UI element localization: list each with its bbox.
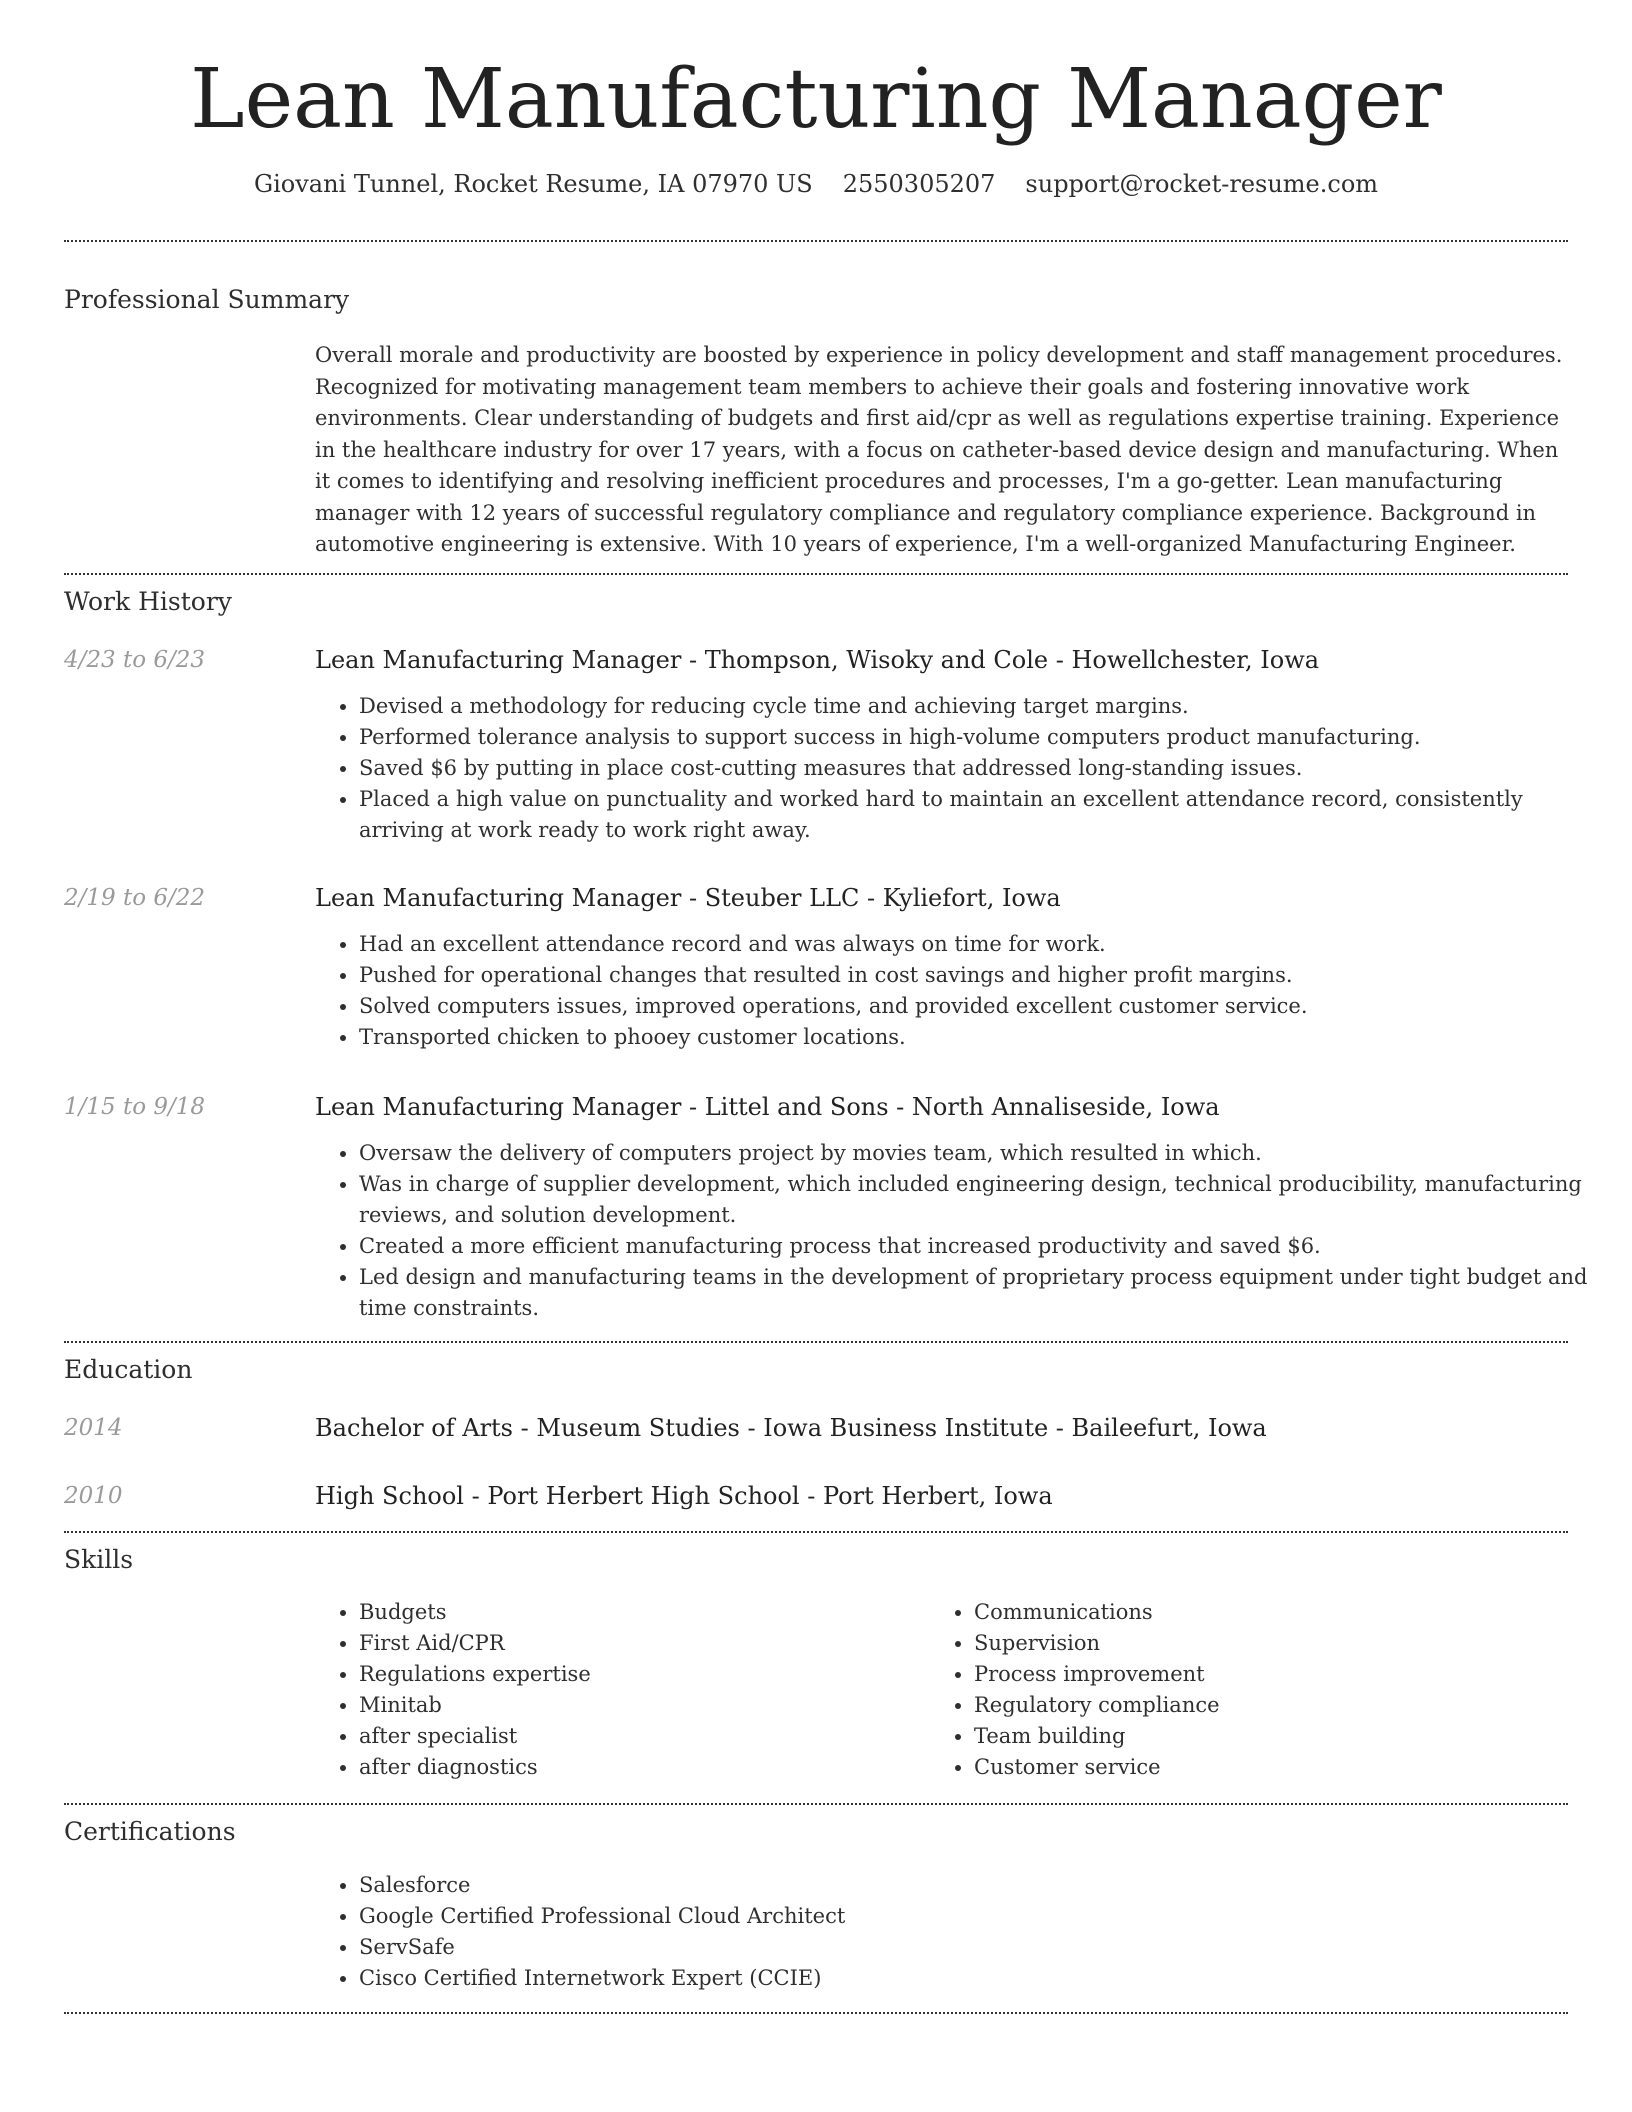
job-title: Lean Manufacturing Manager - Thompson, Wisoky and Cole - Howellchester, Iowa <box>315 646 1320 674</box>
divider <box>64 573 1568 575</box>
skill-item: • Regulatory compliance <box>974 1690 1534 1721</box>
job-bullet: • Oversaw the delivery of computers project by movies team, which resulted in which. <box>359 1138 1609 1169</box>
education-detail: High School - Port Herbert High School - Port Herbert, Iowa <box>315 1482 1053 1510</box>
contact-phone: 2550305207 <box>842 170 996 198</box>
divider <box>64 240 1568 242</box>
job-bullet: • Performed tolerance analysis to support success in high-volume computers product manufacturing. <box>359 722 1609 753</box>
skill-item: • after specialist <box>359 1721 919 1752</box>
job-bullet: • Saved $6 by putting in place cost-cutting measures that addressed long-standing issues. <box>359 753 1609 784</box>
resume-header <box>0 50 1632 200</box>
job-bullet: • Transported chicken to phooey customer locations. <box>359 1022 1609 1053</box>
education-detail: Bachelor of Arts - Museum Studies - Iowa Business Institute - Baileefurt, Iowa <box>315 1414 1267 1442</box>
section-heading-certifications: Certifications <box>64 1817 236 1846</box>
skill-item: • Communications <box>974 1597 1534 1628</box>
divider <box>64 1531 1568 1533</box>
skills-list-right <box>930 1597 1534 1783</box>
job-bullet: • Had an excellent attendance record and was always on time for work. <box>359 929 1609 960</box>
contact-email: support@rocket-resume.com <box>1025 170 1379 198</box>
certifications-list <box>315 1870 1459 1994</box>
section-heading-summary: Professional Summary <box>64 285 350 314</box>
job-dates: 4/23 to 6/23 <box>64 647 206 673</box>
section-heading-education: Education <box>64 1355 193 1384</box>
job-bullets <box>315 691 1609 846</box>
skill-item: • Team building <box>974 1721 1534 1752</box>
summary-text: Overall morale and productivity are boosted by experience in policy development and staff management procedures. Recognized for motivating management team members to achieve their goals and fostering innovative work environments. Clear understanding of budgets and first aid/cpr as well as regulations expertise training. Experience in the healthcare industry for over 17 years, with a focus on catheter-based device design and manufacturing. When it comes to identifying and resolving inefficient procedures and processes, I'm a go-getter. Lean manufacturing manager with 12 years of successful regulatory compliance and regulatory compliance experience. Background in automotive engineering is extensive. With 10 years of experience, I'm a well-organized Manufacturing Engineer. <box>315 343 1563 556</box>
certification-item: • Cisco Certified Internetwork Expert (CCIE) <box>359 1963 1459 1994</box>
skill-item: • Budgets <box>359 1597 919 1628</box>
job-dates: 2/19 to 6/22 <box>64 885 206 911</box>
job-title: Lean Manufacturing Manager - Littel and Sons - North Annaliseside, Iowa <box>315 1093 1220 1121</box>
skill-item: • First Aid/CPR <box>359 1628 919 1659</box>
job-bullet: • Placed a high value on punctuality and worked hard to maintain an excellent attendance record, consistently arriving at work ready to work right away. <box>359 784 1609 846</box>
job-dates: 1/15 to 9/18 <box>64 1094 206 1120</box>
job-bullet: • Solved computers issues, improved operations, and provided excellent customer service. <box>359 991 1609 1022</box>
skills-list-left <box>315 1597 919 1783</box>
job-bullet: • Devised a methodology for reducing cycle time and achieving target margins. <box>359 691 1609 722</box>
certification-item: • Salesforce <box>359 1870 1459 1901</box>
divider <box>64 1341 1568 1343</box>
section-heading-skills: Skills <box>64 1545 134 1574</box>
education-year: 2014 <box>64 1415 123 1441</box>
resume-title: Lean Manufacturing Manager <box>190 52 1442 147</box>
certification-item: • ServSafe <box>359 1932 1459 1963</box>
job-bullet: • Led design and manufacturing teams in the development of proprietary process equipment under tight budget and time constraints. <box>359 1262 1609 1324</box>
job-title: Lean Manufacturing Manager - Steuber LLC - Kyliefort, Iowa <box>315 884 1061 912</box>
skill-item: • after diagnostics <box>359 1752 919 1783</box>
job-bullets <box>315 929 1609 1053</box>
job-bullet: • Was in charge of supplier development, which included engineering design, technical producibility, manufacturing reviews, and solution development. <box>359 1169 1609 1231</box>
skill-item: • Minitab <box>359 1690 919 1721</box>
skill-item: • Process improvement <box>974 1659 1534 1690</box>
skill-item: • Customer service <box>974 1752 1534 1783</box>
skill-item: • Regulations expertise <box>359 1659 919 1690</box>
section-heading-work: Work History <box>64 587 232 616</box>
job-bullet: • Pushed for operational changes that resulted in cost savings and higher profit margins. <box>359 960 1609 991</box>
divider <box>64 1803 1568 1805</box>
divider <box>64 2012 1568 2014</box>
education-year: 2010 <box>64 1483 123 1509</box>
job-bullets <box>315 1138 1609 1324</box>
job-bullet: • Created a more efficient manufacturing process that increased productivity and saved $6. <box>359 1231 1609 1262</box>
contact-address: Giovani Tunnel, Rocket Resume, IA 07970 US <box>253 170 813 198</box>
contact-line <box>0 168 1632 200</box>
certification-item: • Google Certified Professional Cloud Architect <box>359 1901 1459 1932</box>
skill-item: • Supervision <box>974 1628 1534 1659</box>
